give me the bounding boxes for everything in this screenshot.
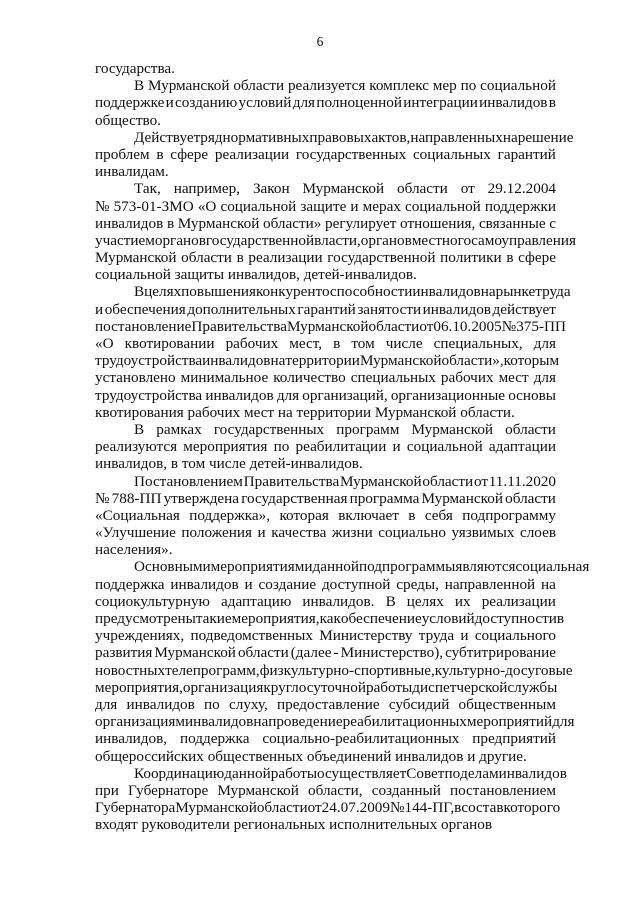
text-line: Постановлением Правительства Мурманской области от 11.11.2020 — [134, 472, 556, 490]
text-line: предусмотрены такие мероприятия, как обеспечение условий доступности в — [95, 610, 565, 627]
paragraph — [95, 60, 556, 77]
text-line: инвалидов, поддержка социально-реабилитационных предприятий — [95, 730, 556, 748]
text-line: населения». — [95, 541, 173, 559]
text-line: № 573-01-ЗМО «О социальной защите и мерах социальной поддержки — [95, 197, 556, 215]
paragraph — [95, 77, 556, 129]
text-line: трудоустройства инвалидов на территории Мурманской области», которым — [95, 352, 560, 370]
text-line: инвалидов, в том числе детей-инвалидов. — [95, 455, 363, 473]
text-line: социальной защиты инвалидов, детей-инвалидов. — [95, 266, 417, 284]
text-line: квотирования рабочих мест на территории Мурманской области. — [95, 403, 515, 421]
paragraph — [95, 421, 556, 473]
text-line: развития Мурманской области (далее - Министерство), субтитрирование — [95, 644, 556, 662]
text-line: и обеспечения дополнительных гарантий занятости инвалидов действует — [95, 300, 556, 318]
text-line: «О квотировании рабочих мест, в том числе специальных, для — [95, 335, 556, 352]
text-line: при Губернаторе Мурманской области, созданный постановлением — [95, 781, 556, 799]
text-line: инвалидам. — [95, 163, 169, 181]
text-line: В рамках государственных программ Мурманской области — [134, 420, 556, 438]
text-line: проблем в сфере реализации государственных социальных гарантий — [95, 145, 556, 163]
text-line: № 788-ПП утверждена государственная программа Мурманской области — [95, 489, 556, 507]
text-line: мероприятия, организация круглосуточной работы диспетчерской службы — [95, 678, 558, 696]
text-line: В целях повышения конкурентоспособности инвалидов на рынке труда — [134, 283, 571, 301]
text-line: учреждениях, подведомственных Министерству труда и социального — [95, 627, 556, 645]
text-line: Мурманской области в реализации государственной политики в сфере — [95, 249, 556, 267]
paragraph — [95, 180, 576, 284]
paragraph — [95, 764, 567, 834]
text-line: общество. — [95, 111, 161, 129]
text-line: государства. — [95, 60, 175, 77]
text-line: поддержке и созданию условий для полноценной интеграции инвалидов в — [95, 94, 556, 112]
text-line: В Мурманской области реализуется комплекс мер по социальной — [134, 77, 556, 95]
text-line: Действует ряд нормативных правовых актов, направленных на решение — [134, 128, 574, 146]
text-line: общероссийских общественных объединений инвалидов и другие. — [95, 747, 527, 765]
text-line: инвалидов в Мурманской области» регулирует отношения, связанные с — [95, 214, 556, 232]
text-line: поддержка инвалидов и создание доступной среды, направленной на — [95, 575, 556, 593]
text-line: «Социальная поддержка», которая включает в себя подпрограмму — [95, 506, 556, 524]
text-line: реализуются мероприятия по реабилитации и социальной адаптации — [95, 438, 556, 456]
text-line: входят руководители региональных исполнительных органов — [95, 816, 493, 834]
text-line: для инвалидов по слуху, предоставление субсидий общественным — [95, 695, 556, 713]
text-line: Основными мероприятиями данной подпрограммы являются социальная — [134, 558, 590, 576]
text-line: Губернатора Мурманской области от 24.07.2009 № 144-ПГ, в состав которого — [95, 799, 561, 817]
text-line: участием органов государственной власти, органов местного самоуправления — [95, 231, 576, 249]
page-number: 6 — [316, 34, 324, 49]
text-line: трудоустройства инвалидов для организаций, организационные основы — [95, 386, 556, 404]
text-line: «Улучшение положения и качества жизни социально уязвимых слоев — [95, 524, 556, 542]
text-line: установлено минимальное количество специальных рабочих мест для — [95, 369, 556, 387]
text-line: Так, например, Закон Мурманской области от 29.12.2004 — [134, 180, 556, 198]
text-line: организациям инвалидов на проведение реабилитационных мероприятий для — [95, 713, 575, 731]
text-line: Координацию данной работы осуществляет Совет по делам инвалидов — [134, 764, 567, 782]
paragraph — [95, 283, 571, 421]
text-line: социокультурную адаптацию инвалидов. В целях их реализации — [95, 592, 556, 610]
document-body — [95, 60, 590, 834]
paragraph — [95, 473, 556, 559]
text-line: постановление Правительства Мурманской области от 06.10.2005 № 375-ПП — [95, 317, 566, 335]
paragraph — [95, 128, 574, 181]
paragraph — [95, 558, 590, 765]
text-line: новостных телепрограмм, физкультурно-спортивные, культурно-досуговые — [95, 661, 573, 679]
